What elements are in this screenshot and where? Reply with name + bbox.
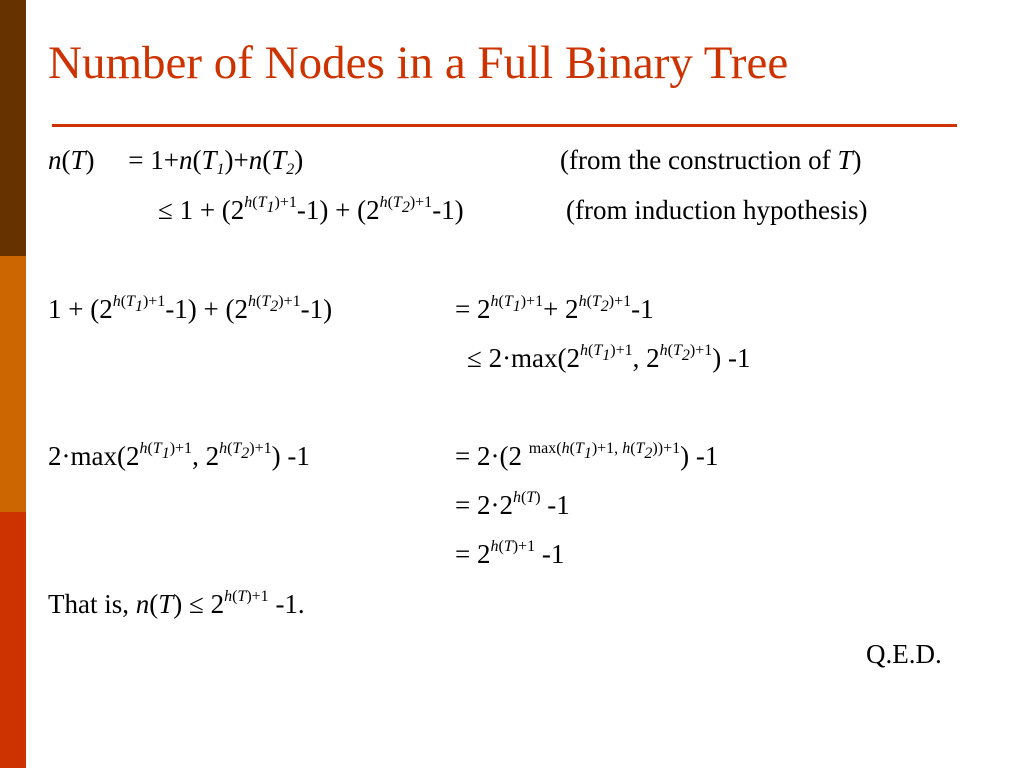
proof-line-5-rhs: = 2·(2 $^{max(h(T_1)+1, h(T_2))+1}$) -1 bbox=[455, 440, 719, 471]
slide-title: Number of Nodes in a Full Binary Tree bbox=[48, 37, 789, 89]
proof-line-3-rhs: = $2^{h(T_1)+1}+ 2^{h(T_2)+1}-1$ bbox=[455, 293, 654, 324]
proof-conclusion: That is, $n(T) \le 2^{h(T)+1}$ -1. bbox=[48, 588, 305, 619]
proof-line-2-note: (from induction hypothesis) bbox=[566, 195, 868, 225]
proof-line-1-lhs: n(T) = $1+n(T_1)+n(T_2)$ bbox=[48, 145, 304, 178]
proof-line-2-rhs: ≤ $1 + (2^{h(T_1)+1}-1) + (2^{h(T_2)+1}-1)$ bbox=[158, 194, 464, 225]
proof-line-6-rhs: = $2\cdot 2^{h(T)}$ -1 bbox=[455, 489, 570, 520]
proof-line-7-rhs: = $2^{h(T)+1}$ -1 bbox=[455, 538, 565, 569]
conclusion-prefix: That is, bbox=[48, 589, 129, 619]
proof-line-5-lhs: $2\cdot\max(2^{h(T_1)+1}$, $2^{h(T_2)+1}$) -1 bbox=[48, 440, 310, 471]
title-underline bbox=[52, 124, 957, 127]
accent-bar-bottom bbox=[0, 512, 26, 768]
proof-line-4-rhs: ≤ $2\cdot\max(2^{h(T_1)+1}$, $2^{h(T_2)+1}$) -1 bbox=[467, 342, 751, 373]
proof-line-3-lhs: $1 + (2^{h(T_1)+1}-1) + (2^{h(T_2)+1}-1)$ bbox=[48, 293, 333, 324]
qed-label: Q.E.D. bbox=[866, 639, 942, 669]
accent-bar-top bbox=[0, 0, 26, 256]
proof-line-1-note: (from the construction of T) bbox=[560, 145, 862, 175]
accent-bar-middle bbox=[0, 256, 26, 512]
